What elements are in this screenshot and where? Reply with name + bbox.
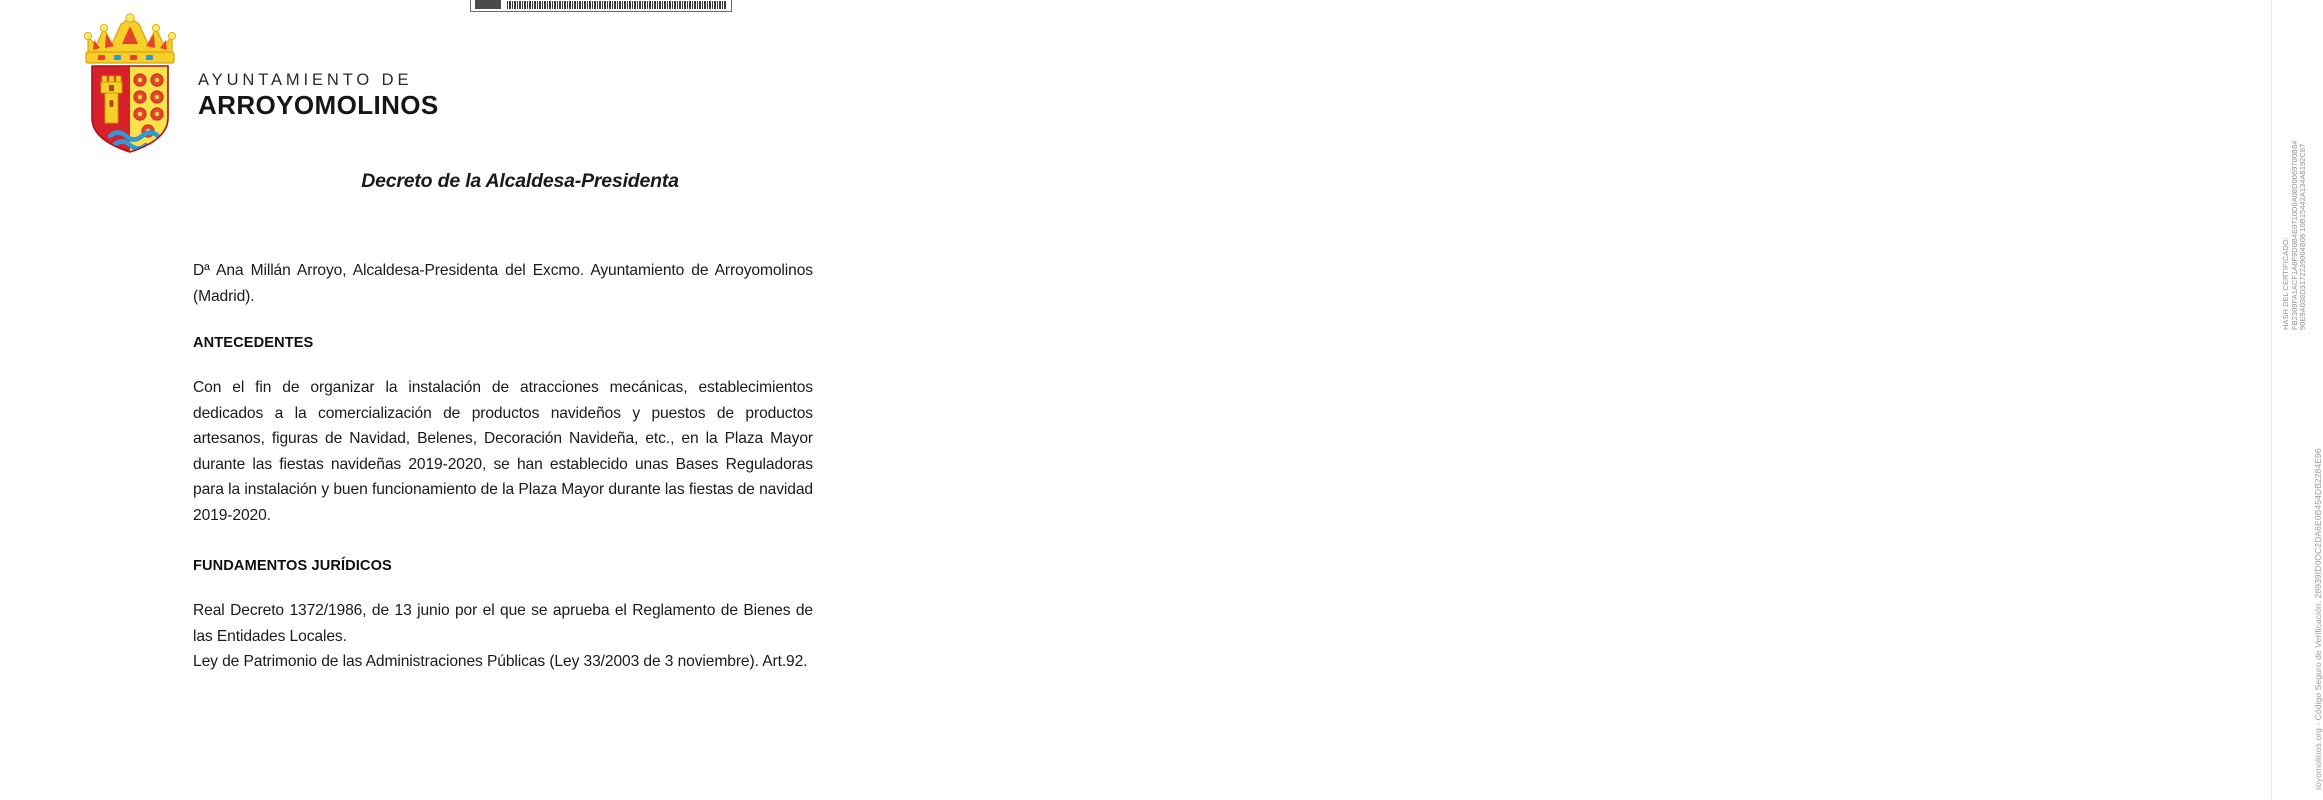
antecedentes-paragraph: Con el fin de organizar la instalación de atracciones mecánicas, establecimientos dedicados a la comercialización de productos navideños y puestos de productos artesanos, figuras de Navidad, Belenes, Decoración Navideña, etc., en la Plaza Mayor durante las fiestas navideñas 2019-2020, se han establecido unas Bases Reguladoras para la instalación y buen funcionamiento de la Plaza Mayor durante las fiestas de navidad 2019-2020.	[193, 379, 813, 524]
hash-line-1: FB2309FA1ACF1A6F9D0B4E0710D0A08D0069700B84	[2289, 140, 2299, 330]
document-content	[193, 258, 813, 675]
spacer	[193, 528, 813, 558]
spacer	[193, 309, 813, 335]
page-title: Decreto de la Alcaldesa-Presidenta	[361, 170, 679, 192]
municipality-title: ARROYOMOLINOS	[198, 89, 439, 120]
hash-line-2: 90E9A038D3172239004B08 10B15442A134A8192C87	[2298, 143, 2308, 330]
sidebar-divider	[2271, 0, 2272, 800]
hash-label: HASH DEL CERTIFICADO:	[2281, 237, 2290, 330]
intro-paragraph: Dª Ana Millán Arroyo, Alcaldesa-Presidenta del Excmo. Ayuntamiento de Arroyomolinos (Madrid).	[193, 262, 813, 305]
fundamentos-line-1: Real Decreto 1372/1986, de 13 junio por el que se aprueba el Reglamento de Bienes de las Entidades Locales.	[193, 602, 813, 645]
section-heading-antecedentes: ANTECEDENTES	[193, 335, 314, 351]
certificate-hash-block	[2282, 140, 2308, 330]
certificate-sidebar	[1130, 0, 2323, 800]
section-heading-fundamentos: FUNDAMENTOS JURÍDICOS	[193, 558, 392, 574]
secure-verification-code: royomolinos.org - Código Seguro de Verificación: 28939ID0OC2DA6E0B454DB2284E96	[2313, 448, 2323, 790]
municipality-prefix: AYUNTAMIENTO DE	[198, 71, 413, 90]
spacer	[193, 574, 813, 598]
spacer	[193, 351, 813, 375]
fundamentos-line-2: Ley de Patrimonio de las Administraciones Públicas (Ley 33/2003 de 3 noviembre). Art.92.	[193, 653, 808, 670]
document-body	[0, 0, 1130, 800]
